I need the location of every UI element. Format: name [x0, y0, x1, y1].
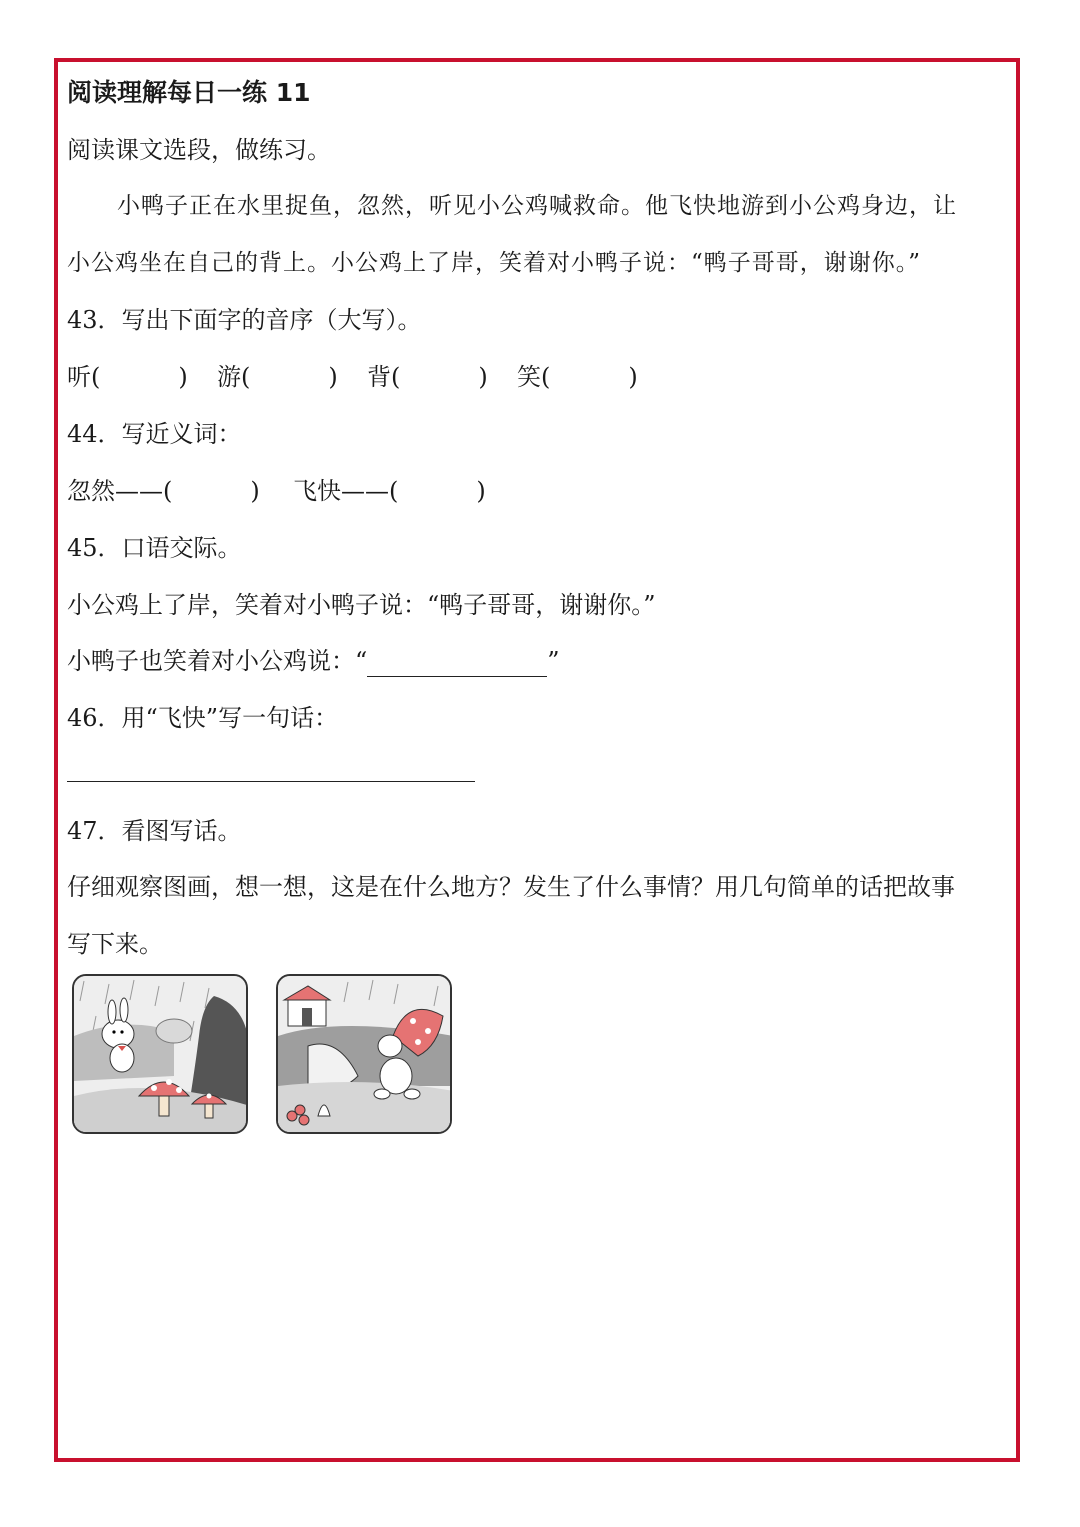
question-47-prompt: 47．看图写话。: [67, 817, 242, 845]
question-47-description-1: 仔细观察图画，想一想，这是在什么地方？发生了什么事情？用几句简单的话把故事: [67, 873, 955, 901]
question-43-prompt: 43．写出下面字的音序（大写）。: [67, 306, 422, 334]
question-44-answers: [67, 475, 519, 507]
passage-line-1: 小鸭子正在水里捉鱼，忽然，听见小公鸡喊救命。他飞快地游到小公鸡身边，让: [117, 193, 957, 219]
rabbit-with-mushroom-umbrella-picture: [276, 974, 452, 1134]
answer-slot[interactable]: 飞快——( ): [293, 477, 486, 505]
answer-slot[interactable]: 背( ): [367, 363, 488, 391]
answer-slot[interactable]: 游( ): [217, 363, 338, 391]
question-45-prompt: 45．口语交际。: [67, 534, 242, 562]
page-title: 阅读理解每日一练 11: [67, 78, 311, 107]
answer-blank[interactable]: [367, 650, 547, 677]
question-46-prompt: 46．用“飞快”写一句话：: [67, 704, 339, 732]
answer-line[interactable]: [67, 781, 475, 782]
rabbit-in-rain-picture: [72, 974, 248, 1134]
question-44-prompt: 44．写近义词：: [67, 420, 242, 448]
answer-slot[interactable]: 忽然——( ): [67, 477, 260, 505]
question-45-dialogue-2: 小鸭子也笑着对小公鸡说：“ ”: [67, 647, 560, 675]
question-45-dialogue-1: 小公鸡上了岸，笑着对小鸭子说：“鸭子哥哥，谢谢你。”: [67, 591, 656, 619]
answer-slot[interactable]: 笑( ): [517, 363, 638, 391]
answer-slot[interactable]: 听( ): [67, 363, 188, 391]
instruction: 阅读课文选段，做练习。: [67, 136, 331, 164]
question-47-description-2: 写下来。: [67, 930, 163, 958]
question-43-answers: [67, 361, 667, 393]
passage-line-2: 小公鸡坐在自己的背上。小公鸡上了岸，笑着对小鸭子说：“鸭子哥哥，谢谢你。”: [67, 250, 922, 276]
